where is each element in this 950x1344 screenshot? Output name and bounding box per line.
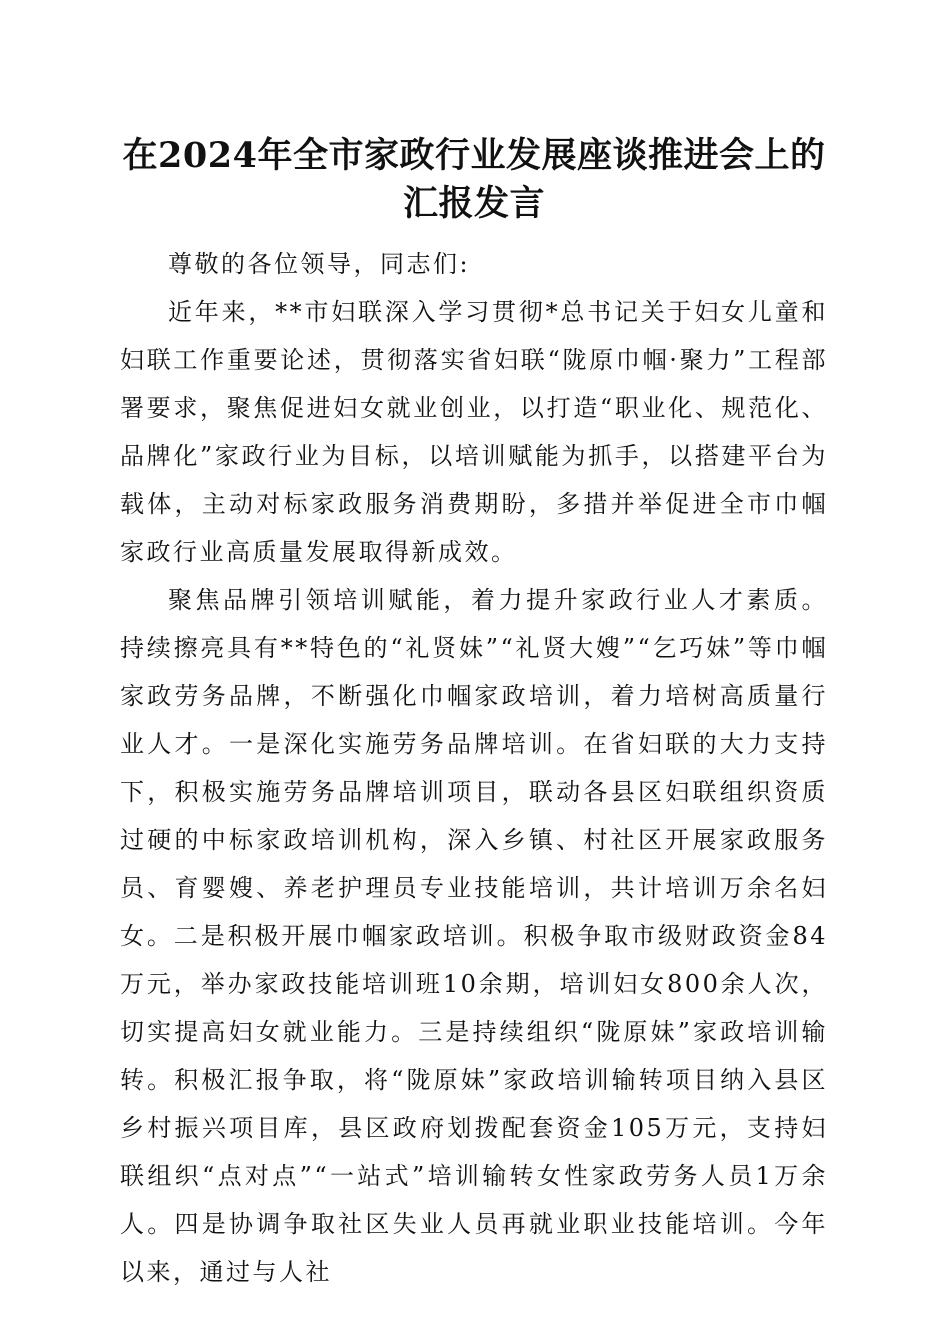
document-page [120,132,828,1296]
document-title [120,132,828,228]
title-line-1: 在2024年全市家政行业发展座谈推进会上的 [122,135,826,176]
paragraph-brand-training: 聚焦品牌引领培训赋能，着力提升家政行业人才素质。持续擦亮具有**特色的“礼贤妹”“礼贤大嫂”“乞巧妹”等巾帼家政劳务品牌，不断强化巾帼家政培训，着力培树高质量行业人才。一是深化实施劳务品牌培训。在省妇联的大力支持下，积极实施劳务品牌培训项目，联动各县区妇联组织资质过硬的中标家政培训机构，深入乡镇、村社区开展家政服务员、育婴嫂、养老护理员专业技能培训，共计培训万余名妇女。二是积极开展巾帼家政培训。积极争取市级财政资金84万元，举办家政技能培训班10余期，培训妇女800余人次，切实提高妇女就业能力。三是持续组织“陇原妹”家政培训输转。积极汇报争取，将“陇原妹”家政培训输转项目纳入县区乡村振兴项目库，县区政府划拨配套资金105万元，支持妇联组织“点对点”“一站式”培训输转女性家政劳务人员1万余人。四是协调争取社区失业人员再就业职业技能培训。今年以来，通过与人社 [120,586,828,1286]
salutation: 尊敬的各位领导，同志们: [168,250,471,278]
title-line-2: 汇报发言 [402,183,545,224]
paragraph-intro: 近年来，**市妇联深入学习贯彻*总书记关于妇女儿童和妇联工作重要论述，贯彻落实省妇联“陇原巾帼·聚力”工程部署要求，聚焦促进妇女就业创业，以打造“职业化、规范化、品牌化”家政行业为目标，以培训赋能为抓手，以搭建平台为载体，主动对标家政服务消费期盼，多措并举促进全市巾帼家政行业高质量发展取得新成效。 [120,298,828,566]
